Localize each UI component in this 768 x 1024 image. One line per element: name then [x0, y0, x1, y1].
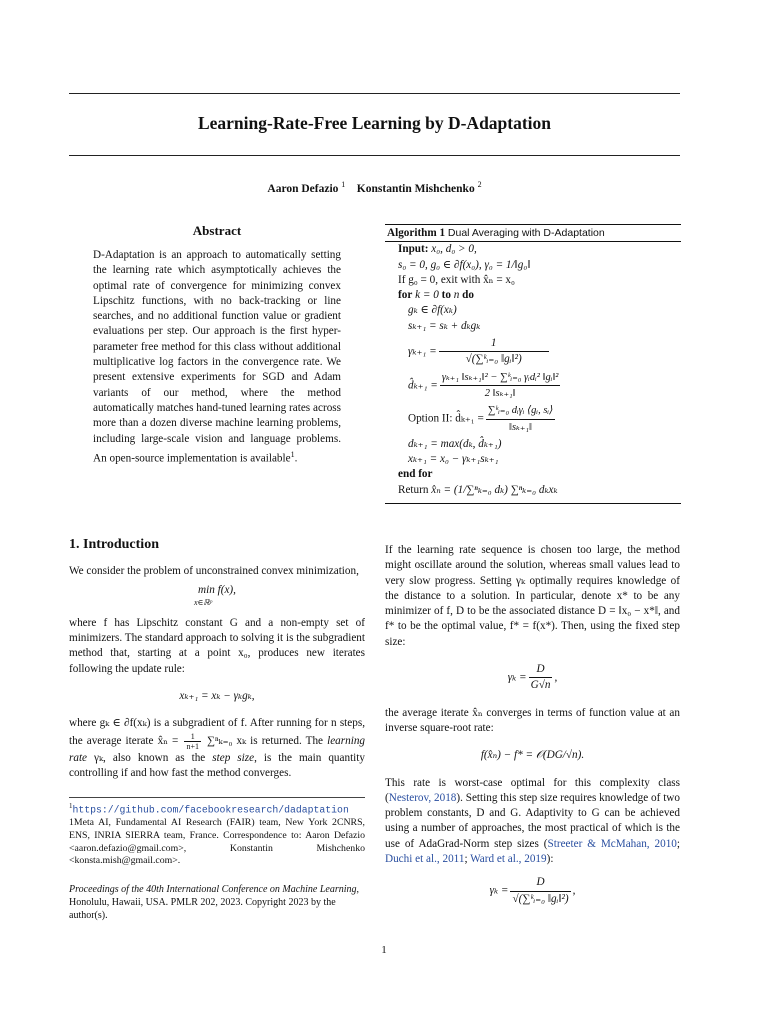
abstract-end: . — [294, 452, 298, 465]
equation-subscript: x∈ℝᵖ — [193, 597, 213, 607]
algorithm-line: x̂ₙ = (1/∑ⁿₖ₌₀ dₖ) ∑ⁿₖ₌₀ dₖxₖ — [431, 483, 558, 496]
abstract-heading: Abstract — [192, 223, 242, 238]
fraction-numerator: D — [529, 662, 553, 678]
fraction-numerator: D — [510, 875, 570, 891]
fraction — [440, 370, 561, 402]
algorithm-body — [385, 242, 681, 498]
affiliations-footnote: 1Meta AI, Fundamental AI Research (FAIR) team, New York 2CNRS, ENS, INRIA SIERRA team, France. Correspondence to: Aaron Defazio <aaron.defazio@gmail.com>, Konstantin Mishchenko <konsta.mish@gmail.com>. — [69, 817, 365, 867]
algorithm-input — [398, 242, 681, 257]
algorithm-line: k = 0 — [415, 289, 439, 302]
fraction — [510, 875, 570, 907]
equation-tail: , — [554, 671, 558, 684]
algorithm-box — [385, 224, 681, 504]
citation-link[interactable]: Duchi et al., 2011 — [385, 853, 465, 866]
algorithm-label: Algorithm 1 — [387, 227, 446, 239]
fraction-numerator: γₖ₊₁ ‖sₖ₊₁‖² − ∑ᵏᵢ₌₀ γᵢdᵢ² ‖gᵢ‖² — [440, 370, 561, 386]
algorithm-line — [398, 336, 681, 368]
footnote-mark: 1 — [69, 802, 73, 810]
fraction — [184, 732, 201, 751]
citation-link[interactable]: Streeter & McMahan, 2010 — [547, 837, 677, 850]
algorithm-return — [398, 483, 681, 498]
fraction-denominator: ‖sₖ₊₁‖ — [509, 421, 533, 433]
separator: ; — [464, 853, 471, 866]
proceedings-note — [69, 884, 365, 922]
footnote-ref[interactable]: 1 — [290, 449, 295, 459]
keyword: Input: — [398, 243, 429, 256]
intro-text: where gₖ ∈ ∂f(xₖ) is a subgradient of f. After running for n steps, the average iterate x̂ₙ = — [69, 717, 365, 747]
title-top-rule — [69, 93, 680, 94]
affiliation-mark: 1 — [341, 180, 346, 189]
fraction-denominator: 2 ‖sₖ₊₁‖ — [484, 387, 516, 399]
citation-link[interactable]: Ward et al., 2019 — [470, 853, 547, 866]
author-name: Aaron Defazio — [267, 182, 339, 195]
intro-paragraph: where f has Lipschitz constant G and a non-empty set of minimizers. The standard approach to solving it is the subgradient method that, starting at a point x₀, produces new iterates following the update rule: — [69, 616, 365, 675]
equation-text: min f(x), — [198, 584, 236, 597]
equation-min — [69, 583, 365, 610]
keyword: for — [398, 289, 413, 302]
footnote-1 — [69, 800, 365, 817]
intro-paragraph — [69, 716, 365, 781]
algorithm-line: s₀ = 0, g₀ ∈ ∂f(x₀), γ₀ = 1/‖g₀‖ — [398, 258, 531, 271]
fraction-numerator: 1 — [439, 336, 549, 352]
algorithm-line: If g₀ = 0, exit with x̂ₙ = x₀ — [398, 273, 515, 286]
keyword: to — [441, 289, 451, 302]
paper-title: Learning-Rate-Free Learning by D-Adaptation — [197, 113, 552, 133]
intro-text: γₖ, also known as the — [87, 751, 213, 764]
page-number: 1 — [381, 944, 387, 956]
equation-adagrad — [385, 875, 680, 907]
author-line — [69, 180, 680, 195]
equation-lhs: Option II: d̂ₖ₊₁ = — [408, 412, 484, 425]
fraction-denominator: G√n — [530, 679, 551, 692]
algorithm-line: dₖ₊₁ = max(dₖ, d̂ₖ₊₁) — [408, 437, 502, 450]
fraction — [439, 336, 549, 368]
equation-lhs: d̂ₖ₊₁ = — [408, 379, 438, 392]
algorithm-line: gₖ ∈ ∂f(xₖ) — [408, 304, 457, 317]
keyword: Return — [398, 483, 429, 496]
title-bottom-rule — [69, 155, 680, 156]
body-text: This rate is worst-case optimal for this complexity class ( — [385, 776, 680, 804]
keyword: end for — [398, 468, 433, 481]
algorithm-name: Dual Averaging with D-Adaptation — [447, 227, 605, 239]
algorithm-line: xₖ₊₁ = x₀ − γₖ₊₁sₖ₊₁ — [408, 453, 499, 466]
algorithm-bottom-rule — [385, 498, 681, 504]
affiliation-mark: 2 — [477, 180, 482, 189]
keyword: do — [462, 289, 474, 302]
algorithm-for-line — [398, 288, 681, 303]
equation-fixed-step — [385, 662, 680, 694]
equation-lhs: γₖ₊₁ = — [408, 345, 437, 358]
body-text: ). Setting this step size requires knowledge of two problem constants, D and G. Adaptivity to G can be achieved using a number of approaches, the most practical of which is the use of AdaGrad-Norm step sizes ( — [385, 791, 680, 850]
body-text: ): — [546, 853, 554, 866]
body-paragraph: the average iterate x̂ₙ converges in terms of function value at an inverse square-root rate: — [385, 706, 680, 734]
algorithm-line: sₖ₊₁ = sₖ + dₖgₖ — [408, 319, 481, 332]
citation-link[interactable]: Nesterov, 2018 — [388, 791, 457, 804]
intro-paragraph: We consider the problem of unconstrained convex minimization, — [69, 565, 359, 577]
fraction-denominator: n+1 — [186, 741, 199, 751]
algorithm-line: x₀, d₀ > 0, — [431, 243, 477, 256]
github-link[interactable]: https://github.com/facebookresearch/dadaptation — [72, 804, 349, 816]
introduction-body — [69, 564, 365, 781]
section-heading-introduction: 1. Introduction — [69, 537, 159, 552]
algorithm-line — [398, 403, 681, 435]
footnotes — [69, 797, 365, 868]
abstract-text: D-Adaptation is an approach to automatically setting the learning rate which asymptotically achieves the optimal rate of convergence for minimizing convex Lipschitz functions, with no back-tracking or line searches, and no additional function value or gradient evaluations per step. Our approach is the first hyper-parameter free method for this class without additional multiplicative log factors in the convergence rate. We present extensive experiments for SGD and Adam variants of our method, where the method automatically matches hand-tuned learning rates across more than a dozen diverse machine learning problems, including large-scale vision and language problems. An open-source implementation is available — [93, 249, 341, 465]
equation-lhs: γₖ = — [507, 671, 527, 684]
algorithm-caption — [385, 224, 681, 242]
emphasized-term: step size — [212, 751, 255, 764]
fraction-denominator: √(∑ᵏᵢ₌₀ ‖gᵢ‖²) — [512, 892, 569, 905]
algorithm-line: n — [453, 289, 460, 302]
fraction — [486, 403, 555, 435]
equation-lhs: γₖ = — [489, 884, 509, 897]
emphasized-term: learning rate — [69, 734, 366, 764]
fraction — [529, 662, 553, 694]
right-column-body — [385, 543, 680, 915]
equation-tail: , — [572, 884, 576, 897]
equation-rate: f(x̂ₙ) − f* = 𝒪(DG/√n). — [480, 749, 585, 762]
body-paragraph — [385, 776, 680, 868]
author-name: Konstantin Mishchenko — [356, 182, 475, 195]
proceedings-copyright: , Honolulu, Hawaii, USA. PMLR 202, 2023. Copyright 2023 by the author(s). — [69, 884, 360, 921]
body-paragraph: If the learning rate sequence is chosen too large, the method might oscillate around the solution, whereas small values lead to very slow progress. Setting γₖ optimally requires knowledge of the distance to a solution. In particular, denote x* to be any minimizer of f, D to be the associated distance D = ‖x₀ − x*‖, and f* to be the optimal value, f* = f(x*). Then, using the fixed step size: — [385, 544, 680, 648]
equation-update-rule: xₖ₊₁ = xₖ − γₖgₖ, — [179, 690, 255, 703]
abstract-body — [93, 248, 341, 467]
proceedings-venue: Proceedings of the 40th International Conference on Machine Learning — [69, 884, 357, 895]
fraction-numerator: ∑ᵏᵢ₌₀ dᵢγᵢ ⟨gᵢ, sᵢ⟩ — [486, 403, 555, 419]
fraction-numerator: 1 — [184, 732, 201, 742]
algorithm-line — [398, 370, 681, 402]
intro-text: , is the main quantity controlling if and how fast the method converges. — [69, 751, 365, 779]
intro-text: ∑ⁿₖ₌₀ xₖ is returned. The — [202, 734, 328, 747]
separator: ; — [676, 837, 681, 850]
fraction-denominator: √(∑ᵏᵢ₌₀ ‖gᵢ‖²) — [465, 353, 522, 366]
